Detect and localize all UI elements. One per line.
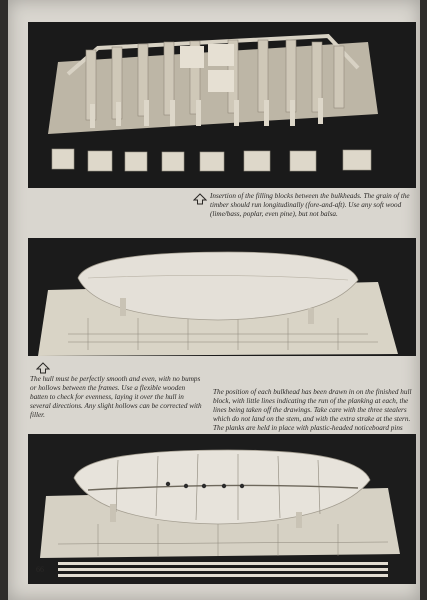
arrow-up-outline-icon [193,193,207,205]
caption-middle-right: The position of each bulkhead has been drawn in on the finished hull block, with little lines indicating the run of the planking at each, the lines being taken off the drawings. Take care with the three stealers which do not land on the stem, and with the extra strake at the stern. The planks are held in place with plastic-headed noticeboard pins [213,388,412,432]
photo-smoothed-hull [28,238,416,356]
page-number: 66 [36,565,44,574]
photo-hull-bulkhead-lines [28,434,416,584]
caption-top: Insertion of the filling blocks between the bulkheads. The grain of the timber should run longitudinally (fore-and-aft). Use any soft wood (lime/bass, poplar, even pine), but not balsa. [210,192,410,218]
caption-middle-left: The hull must be perfectly smooth and even, with no bumps or hollows between the frames. Use a flexible wooden batten to check for evenness, laying it over the hull in several directions. Any slight hollows can be corrected with filler. [30,375,202,419]
arrow-up-outline-icon [36,362,50,374]
book-page [8,0,420,600]
photo-bulkheads-filling-blocks [28,22,416,188]
